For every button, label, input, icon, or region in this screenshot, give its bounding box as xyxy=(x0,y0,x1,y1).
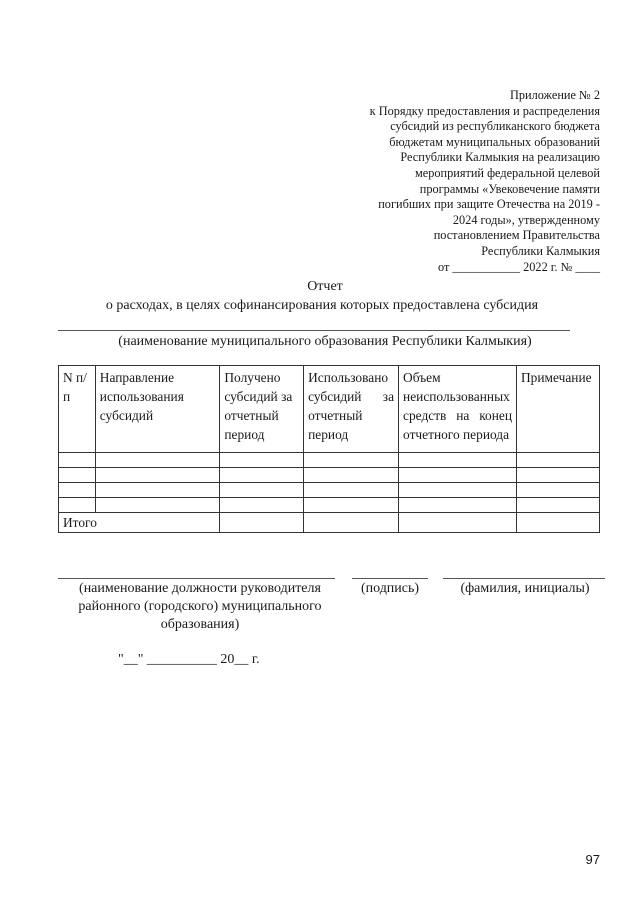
appendix-line: от ___________ 2022 г. № ____ xyxy=(437,259,600,274)
appendix-line: мероприятий федеральной целевой xyxy=(414,165,600,180)
municipality-caption: (наименование муниципального образования Республики Калмыкия) xyxy=(118,334,532,349)
report-title: Отчет xyxy=(307,279,343,294)
signature-caption: (подпись) xyxy=(360,581,420,596)
col-header-number: N п/п xyxy=(59,366,96,453)
col-header-received: Получено субсидий за отчетный период xyxy=(220,366,304,453)
col-header-unused: Объем неиспользованных средств на конец отчетного периода xyxy=(399,366,517,453)
appendix-line: программы «Увековечение памяти xyxy=(419,181,600,196)
municipality-fill-line xyxy=(58,330,570,331)
table-row xyxy=(59,468,600,483)
table-total-row xyxy=(59,513,600,533)
appendix-line: к Порядку предоставления и распределения xyxy=(369,103,600,118)
report-heading xyxy=(0,277,640,315)
page-number: 97 xyxy=(585,852,600,867)
appendix-line: Приложение № 2 xyxy=(509,88,600,102)
total-label: Итого xyxy=(59,513,220,533)
appendix-line: погибших при защите Отечества на 2019 - xyxy=(378,197,600,212)
col-header-direction: Направление использования субсидий xyxy=(95,366,220,453)
appendix-line: Республики Калмыкия на реализацию xyxy=(400,150,600,165)
report-subtitle: о расходах, в целях софинансирования которых предоставлена субсидия xyxy=(105,298,539,313)
signature-fill-line xyxy=(352,578,428,579)
report-table xyxy=(58,365,600,533)
table-row xyxy=(59,498,600,513)
position-caption: (наименование должности руководителя районного (городского) муниципального образования) xyxy=(78,581,322,632)
date-line: "__" __________ 20__ г. xyxy=(118,652,260,667)
col-header-note: Примечание xyxy=(517,366,600,453)
appendix-line: постановлением Правительства xyxy=(433,228,600,243)
appendix-line: Республики Калмыкия xyxy=(481,243,600,258)
table-header-row xyxy=(59,366,600,453)
name-fill-line xyxy=(443,578,605,579)
position-fill-line xyxy=(58,578,335,579)
appendix-header xyxy=(300,88,600,275)
table-row xyxy=(59,453,600,468)
table-row xyxy=(59,483,600,498)
appendix-line: бюджетам муниципальных образований xyxy=(389,134,600,149)
name-caption: (фамилия, инициалы) xyxy=(460,581,590,596)
col-header-used: Использовано субсидий за отчетный период xyxy=(304,366,399,453)
appendix-line: субсидий из республиканского бюджета xyxy=(390,119,600,134)
appendix-line: 2024 годы», утвержденному xyxy=(452,212,600,227)
